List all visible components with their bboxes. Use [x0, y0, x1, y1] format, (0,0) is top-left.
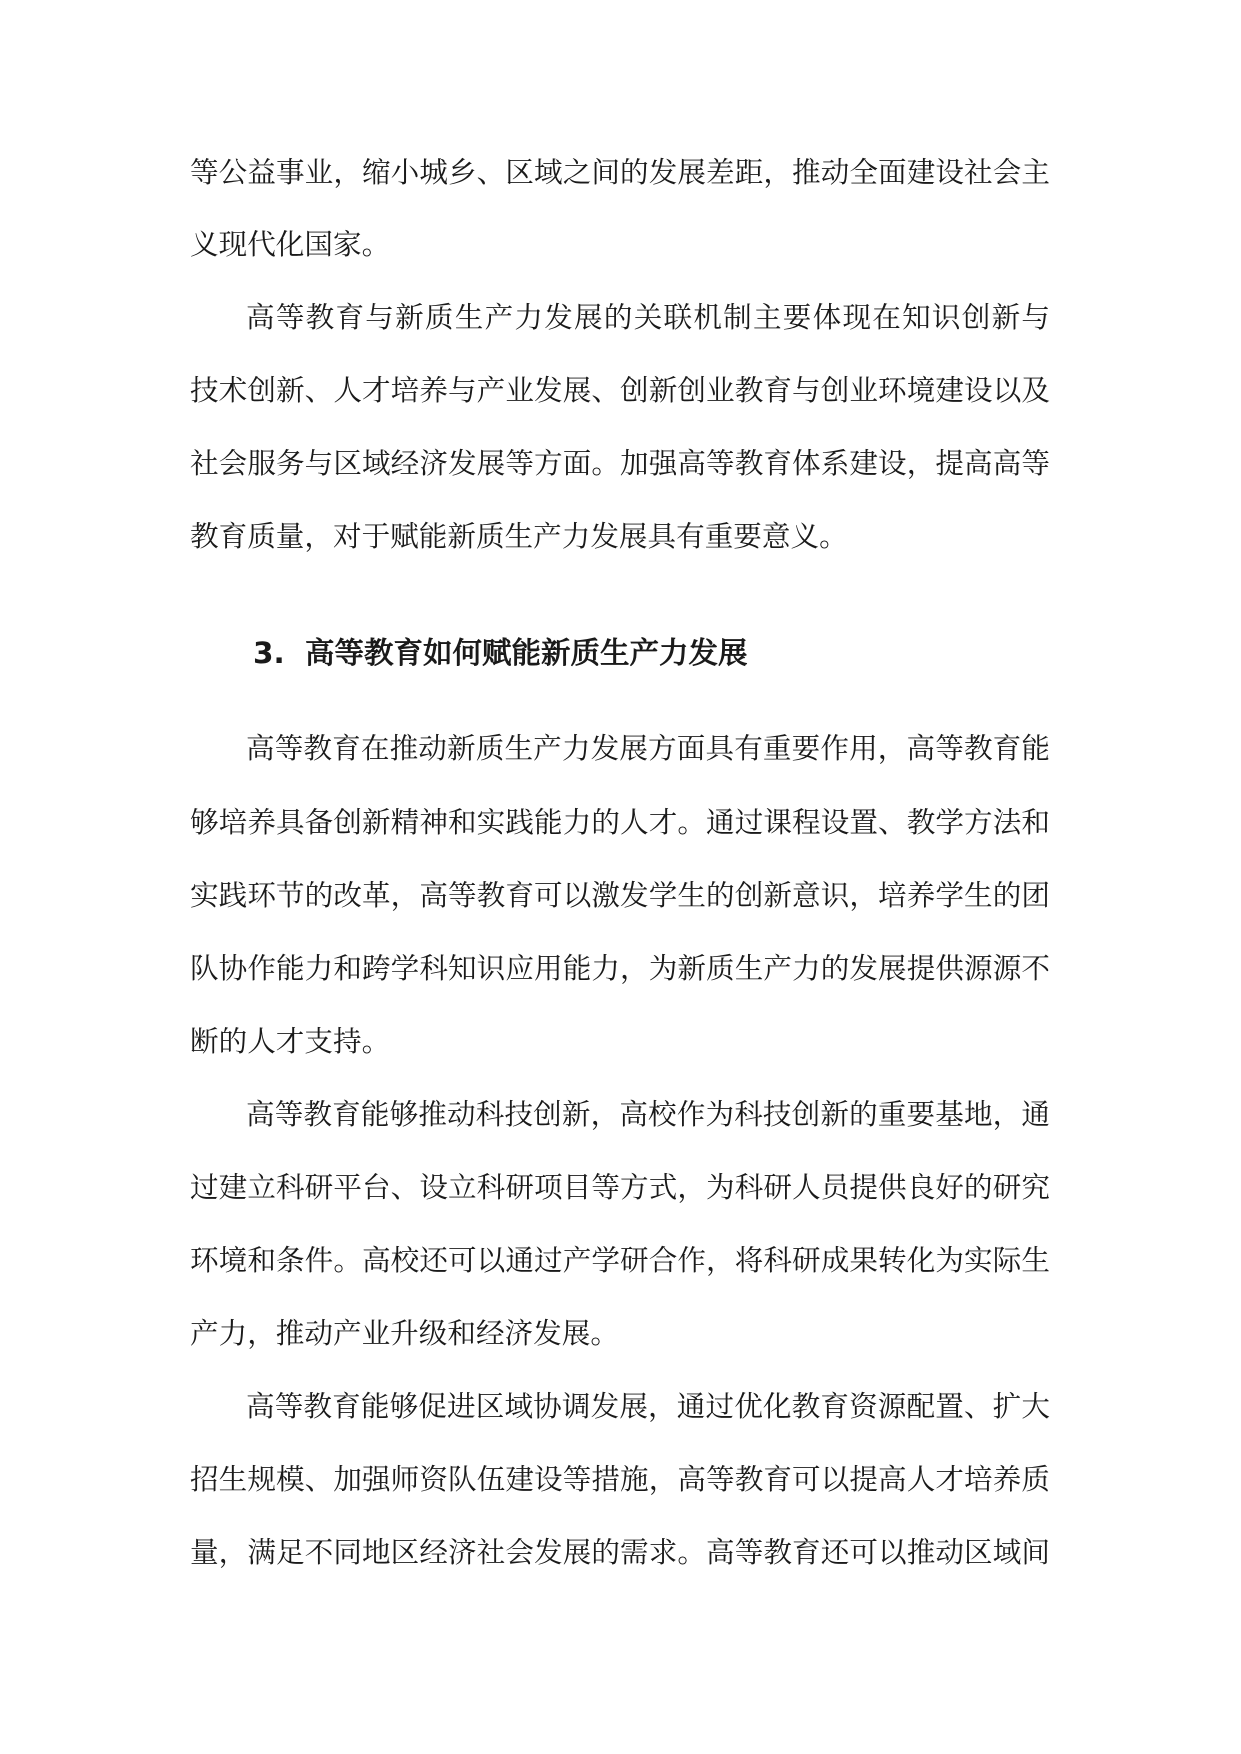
paragraph-line: 社会服务与区域经济发展等方面。加强高等教育体系建设，提高高等	[190, 446, 1050, 480]
paragraph-line: 高等教育与新质生产力发展的关联机制主要体现在知识创新与	[246, 300, 1050, 334]
paragraph-line: 技术创新、人才培养与产业发展、创新创业教育与创业环境建设以及	[190, 373, 1050, 407]
paragraph-line: 高等教育能够促进区域协调发展，通过优化教育资源配置、扩大	[246, 1389, 1050, 1423]
paragraph-line: 量，满足不同地区经济社会发展的需求。高等教育还可以推动区域间	[190, 1535, 1050, 1569]
section-title: 高等教育如何赋能新质生产力发展	[305, 636, 748, 670]
paragraph-line: 过建立科研平台、设立科研项目等方式，为科研人员提供良好的研究	[190, 1170, 1050, 1204]
paragraph-line: 等公益事业，缩小城乡、区域之间的发展差距，推动全面建设社会主	[190, 155, 1050, 189]
paragraph-line: 高等教育能够推动科技创新，高校作为科技创新的重要基地，通	[246, 1097, 1050, 1131]
section-heading	[253, 630, 953, 676]
paragraph-line: 环境和条件。高校还可以通过产学研合作，将科研成果转化为实际生	[190, 1243, 1050, 1277]
paragraph-line: 招生规模、加强师资队伍建设等措施，高等教育可以提高人才培养质	[190, 1462, 1050, 1496]
section-number: 3.	[253, 636, 285, 670]
paragraph-line: 义现代化国家。	[190, 227, 391, 261]
paragraph-line: 教育质量，对于赋能新质生产力发展具有重要意义。	[190, 519, 848, 553]
paragraph-line: 实践环节的改革，高等教育可以激发学生的创新意识，培养学生的团	[190, 878, 1050, 912]
paragraph-line: 高等教育在推动新质生产力发展方面具有重要作用，高等教育能	[246, 731, 1050, 765]
paragraph-line: 产力，推动产业升级和经济发展。	[190, 1316, 619, 1350]
paragraph-line: 队协作能力和跨学科知识应用能力，为新质生产力的发展提供源源不	[190, 951, 1050, 985]
paragraph-line: 断的人才支持。	[190, 1024, 391, 1058]
paragraph-line: 够培养具备创新精神和实践能力的人才。通过课程设置、教学方法和	[190, 805, 1050, 839]
